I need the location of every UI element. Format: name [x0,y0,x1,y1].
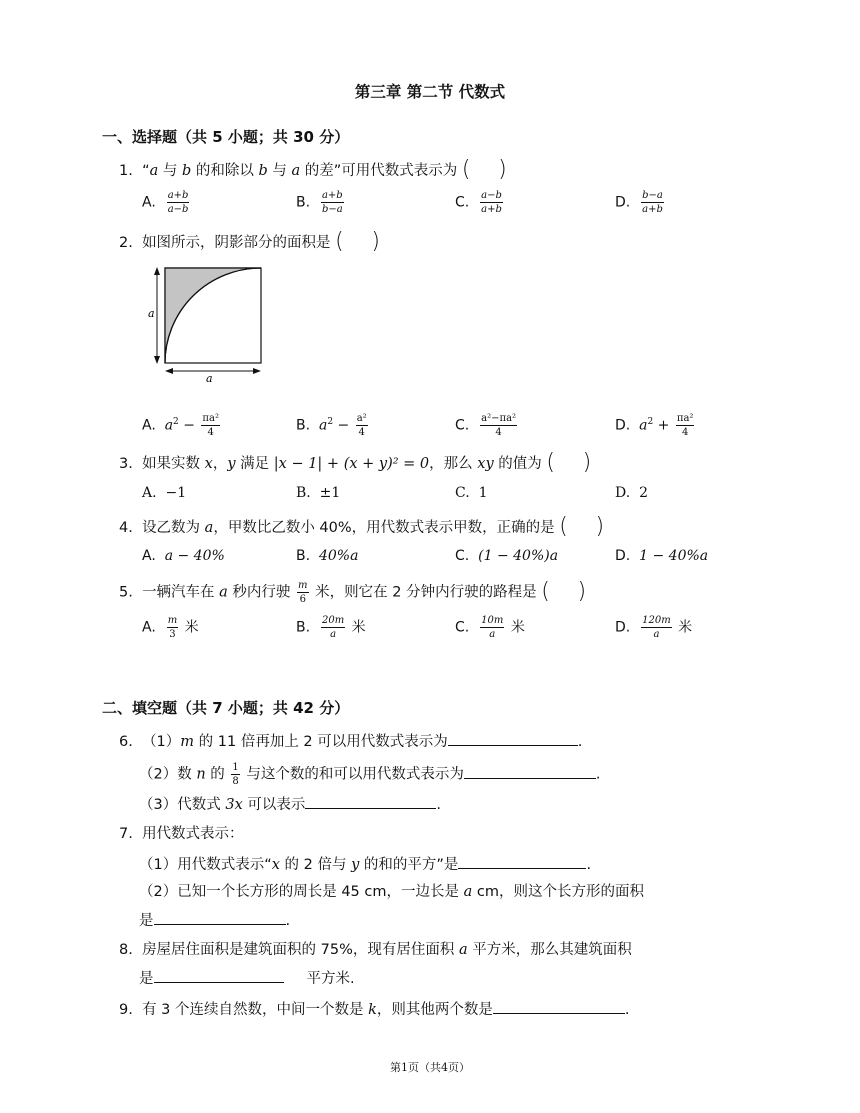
bottom-side-label: a [206,372,213,384]
q9-blank[interactable] [493,999,625,1014]
q4-option-d[interactable]: D. 1 − 40%a [615,548,709,564]
question-7-part-2-line-2: 是 . [139,910,290,931]
q6-blank-1[interactable] [448,731,578,746]
q1-option-a[interactable]: A. $\frac{a+b}{a-b}$ [142,190,189,215]
question-7-part-2: （2）已知一个长方形的周长是 45 cm，一边长是 a cm，则这个长方形的面积 [139,884,644,900]
q1-option-b[interactable]: B. $\frac{a+b}{b-a}$ [296,190,343,215]
question-7-part-1: （1）用代数式表示“x 的 2 倍与 y 的和的平方”是 . [139,854,591,875]
q3-option-c[interactable]: C. 1 [455,485,488,501]
q8-blank[interactable] [154,968,284,983]
q2-option-d[interactable]: D. $a^2$ + $\frac{\text{πa²}}{4}$ [615,413,694,438]
q3-option-b[interactable]: B. ±1 [296,485,341,501]
question-8-line-2: 是 平方米. [139,968,355,989]
question-9: 9. 有 3 个连续自然数，中间一个数是 k，则其他两个数是 . [119,999,630,1020]
q4-option-b[interactable]: B. 40%a [296,548,359,564]
page-footer: 第1页（共4页） [390,1061,470,1074]
q5-option-c[interactable]: C. $\frac{10m}{a}$ 米 [455,615,525,640]
question-3: 3. 如果实数 x，y 满足 |x − 1| + (x + y)² = 0，那么 xy 的值为 ( ) [119,450,592,475]
section-heading-fill: 二、填空题（共 7 小题；共 42 分） [102,699,350,717]
page-title: 第三章 第二节 代数式 [354,83,506,101]
q1-option-c[interactable]: C. $\frac{a-b}{a+b}$ [455,190,502,215]
left-arrow-bottom [154,356,160,364]
q6-blank-3[interactable] [305,794,436,809]
q4-option-c[interactable]: C. (1 − 40%)a [455,548,559,564]
question-1: 1. “a 与 b 的和除以 b 与 a 的差”可用代数式表示为 ( ) [119,157,507,182]
left-arrow-top [154,267,160,275]
q7-blank-1[interactable] [458,854,586,869]
question-6-part-2: （2）数 n 的 $\frac{1}{8}$ 与这个数的和可以用代数式表示为 . [139,762,601,787]
q2-option-c[interactable]: C. $\frac{\text{a²−πa²}}{4}$ [455,413,517,438]
question-7: 7. 用代数式表示： [119,826,244,842]
question-8: 8. 房屋居住面积是建筑面积的 75%，现有居住面积 a 平方米，那么其建筑面积 [119,942,632,958]
bottom-arrow-right [253,368,261,374]
q4-option-a[interactable]: A. a − 40% [142,548,225,564]
question-2: 2. 如图所示，阴影部分的面积是 ( ) [119,229,381,254]
q3-option-a[interactable]: A. −1 [142,485,187,501]
bottom-arrow-left [165,368,173,374]
q2-option-a[interactable]: A. $a^2$ − $\frac{\text{πa²}}{4}$ [142,413,219,438]
q2-figure-square [140,262,275,384]
q1-option-d[interactable]: D. $\frac{b-a}{a+b}$ [615,190,663,215]
q3-option-d[interactable]: D. 2 [615,485,649,501]
left-side-label: a [148,307,155,320]
question-5: 5. 一辆汽车在 a 秒内行驶 $\frac{m}{6}$ 米，则它在 2 分钟内行驶的路程是 ( ) [119,578,587,605]
q5-option-a[interactable]: A. $\frac{m}{3}$ 米 [142,615,199,640]
q5-option-d[interactable]: D. $\frac{120m}{a}$ 米 [615,615,693,640]
q6-blank-2[interactable] [464,764,596,779]
question-6-part-1: 6. （1）m 的 11 倍再加上 2 可以用代数式表示为 . [119,731,582,752]
question-6-part-3: （3）代数式 3x 可以表示 . [139,794,441,815]
question-4: 4. 设乙数为 a，甲数比乙数小 40%，用代数式表示甲数，正确的是 ( ) [119,514,605,539]
q5-option-b[interactable]: B. $\frac{20m}{a}$ 米 [296,615,366,640]
section-heading-choice: 一、选择题（共 5 小题；共 30 分） [102,128,350,146]
q2-option-b[interactable]: B. $a^2$ − $\frac{\text{a²}}{4}$ [296,413,367,438]
q7-blank-2[interactable] [154,910,286,925]
